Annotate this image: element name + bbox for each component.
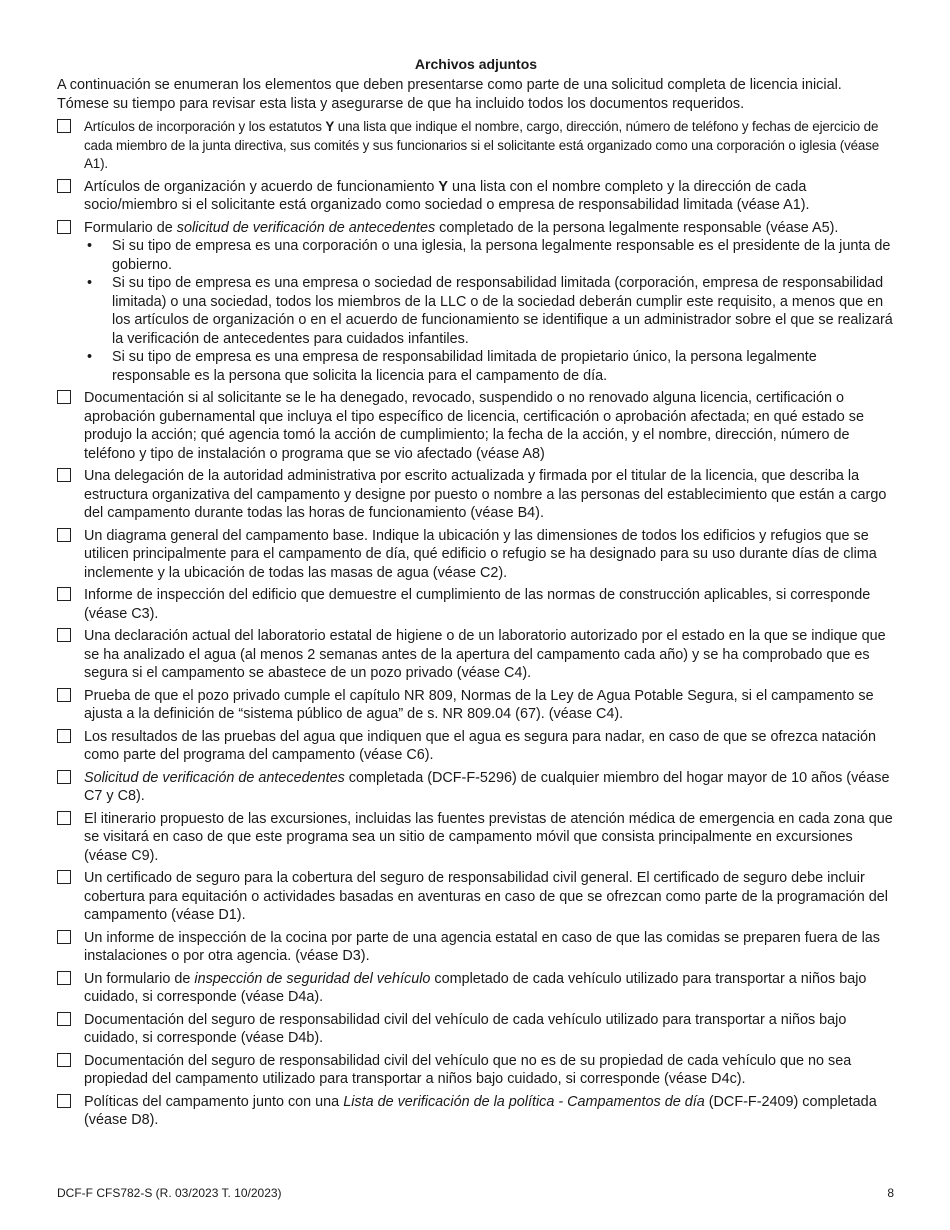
checkbox[interactable] [57, 1094, 71, 1108]
checklist-item [57, 178, 895, 215]
item-text-b: inspección de seguridad del vehículo [194, 970, 431, 987]
bullet-list [84, 237, 895, 385]
document-page [57, 55, 895, 1134]
item-text-b: Solicitud de verificación de antecedentes [84, 769, 345, 786]
item-text-a: Artículos de incorporación y los estatutos [84, 119, 326, 134]
item-text-b: solicitud de verificación de antecedentes [176, 219, 436, 236]
item-text: Prueba de que el pozo privado cumple el capítulo NR 809, Normas de la Ley de Agua Potable Segura, si el campamento se ajusta a la definición de “sistema público de agua” de s. NR 809.04 (67). (véase C4). [84, 687, 874, 722]
checklist-item [57, 929, 895, 966]
checklist-item [57, 769, 895, 806]
item-text: Los resultados de las pruebas del agua que indiquen que el agua es segura para nadar, en caso de que se ofrezca natación como parte del programa del campamento (véase C6). [84, 728, 877, 763]
checkbox[interactable] [57, 587, 71, 601]
item-text-c: completada (DCF-F-5296) de cualquier miembro del hogar mayor de 10 años (véase C7 y C8). [84, 769, 890, 804]
checklist-item [57, 970, 895, 1007]
item-text-c: una lista con el nombre completo y la dirección de cada socio/miembro si el solicitante está organizado como sociedad o empresa de responsabilidad limitada (véase A1). [84, 178, 810, 213]
checklist-item [57, 219, 895, 386]
checklist-item [57, 627, 895, 683]
item-text-a: Artículos de organización y acuerdo de funcionamiento [84, 178, 439, 195]
checkbox[interactable] [57, 628, 71, 642]
item-text-c: una lista que indique el nombre, cargo, dirección, número de teléfono y fechas de ejercicio de cada miembro de la junta directiva, sus comités y sus funcionarios si el solicitante está organizado como una corporación o iglesia (véase A1). [84, 119, 880, 171]
checklist-item [57, 389, 895, 463]
checkbox[interactable] [57, 1012, 71, 1026]
checkbox[interactable] [57, 179, 71, 193]
item-text-a: Un formulario de [84, 970, 195, 987]
item-text: Una declaración actual del laboratorio estatal de higiene o de un laboratorio autorizado por el estado en la que se indique que se ha analizado el agua (al menos 2 semanas antes de la apertura del campamento cada año) y se ha comprobado que es segura si el campamento se abastece de un pozo privado (véase C4). [84, 628, 886, 681]
item-text: Documentación del seguro de responsabilidad civil del vehículo que no es de su propiedad de cada vehículo que no sea propiedad del campamento utilizado para transportar a niños bajo cuidado, si corresponde (véase D4c). [84, 1052, 852, 1087]
checklist-item [57, 118, 895, 174]
bullet-item: • Si su tipo de empresa es una empresa o sociedad de responsabilidad limitada (corporación, empresa de responsabilidad limitada) o una sociedad, todos los miembros de la LLC o de la sociedad deberán cumplir este requisito, a menos que en los artículos de organización o en el acuerdo de funcionamiento se identifique a un administrador sobre el que se realizará la verificación de antecedentes para cuidados infantiles. [84, 274, 895, 348]
item-text-c: completado de cada vehículo utilizado para transportar a niños bajo cuidado, si corresponde (véase D4a). [84, 970, 867, 1005]
checkbox[interactable] [57, 729, 71, 743]
checklist-item [57, 1093, 895, 1130]
item-text: Documentación si al solicitante se le ha denegado, revocado, suspendido o no renovado alguna licencia, certificación o aprobación gubernamental que incluya el tipo específico de licencia, certificación o aprobación afectada; en qué estado se produjo la acción; qué agencia tomó la acción de cumplimiento; la fecha de la acción, y el nombre, dirección, número de teléfono y tipo de instalación o programa que se vio afectado (véase A8) [84, 390, 865, 462]
checkbox[interactable] [57, 688, 71, 702]
item-text: Un certificado de seguro para la cobertura del seguro de responsabilidad civil general. El certificado de seguro debe incluir cobertura para equitación o actividades basadas en aventuras en caso de que se ofrezcan como parte de la programación del campamento (véase D1). [84, 870, 888, 923]
checklist-item [57, 687, 895, 724]
item-text-b: Y [325, 119, 335, 134]
item-text: Un diagrama general del campamento base. Indique la ubicación y las dimensiones de todos los edificios y refugios que se utilicen principalmente para el campamento de día, qué edificio o refugio se ha designado para su uso durante días de clima inclemente y la ubicación de todas las masas de agua (véase C2). [84, 527, 877, 581]
checkbox[interactable] [57, 390, 71, 404]
item-text: El itinerario propuesto de las excursiones, incluidas las fuentes previstas de atención médica de emergencia en cada zona que se visitará en caso de que este programa sea un sitio de campamento móvil que consista principalmente en excursiones (véase C9). [84, 810, 893, 864]
checkbox[interactable] [57, 119, 71, 133]
checklist-item [57, 869, 895, 925]
checklist-item [57, 467, 895, 523]
checkbox[interactable] [57, 770, 71, 784]
item-text-a: Políticas del campamento junto con una [84, 1093, 344, 1110]
item-text-c: (DCF-F-2409) completada (véase D8). [84, 1093, 877, 1128]
item-text: Un informe de inspección de la cocina por parte de una agencia estatal en caso de que las comidas se preparen fuera de las instalaciones o por otra agencia. (véase D3). [84, 929, 880, 964]
page-number: 8 [887, 1186, 894, 1200]
item-text-c: completado de la persona legalmente responsable (véase A5). [435, 219, 839, 236]
checkbox[interactable] [57, 528, 71, 542]
checkbox[interactable] [57, 220, 71, 234]
checkbox[interactable] [57, 1053, 71, 1067]
intro-paragraph: A continuación se enumeran los elementos que deben presentarse como parte de una solicitud completa de licencia inicial. Tómese su tiempo para revisar esta lista y asegurarse de que ha incluido todos los documentos requeridos. [57, 77, 842, 112]
checkbox[interactable] [57, 971, 71, 985]
checklist-item [57, 728, 895, 765]
item-text-a: Formulario de [84, 219, 177, 236]
checkbox[interactable] [57, 811, 71, 825]
checklist-item [57, 527, 895, 583]
checkbox[interactable] [57, 930, 71, 944]
item-text-b: Y [438, 178, 448, 195]
checklist-item [57, 1011, 895, 1048]
item-text: Una delegación de la autoridad administrativa por escrito actualizada y firmada por el titular de la licencia, que describa la estructura organizativa del campamento y designe por puesto o nombre a las personas del establecimiento que están a cargo del campamento durante todas las horas de funcionamiento (véase B4). [84, 468, 887, 521]
checklist-item [57, 810, 895, 866]
checklist-item [57, 1052, 895, 1089]
item-text: Documentación del seguro de responsabilidad civil del vehículo de cada vehículo utilizado para transportar a niños bajo cuidado, si corresponde (véase D4b). [84, 1011, 847, 1046]
section-title: Archivos adjuntos [414, 56, 538, 72]
bullet-item: • Si su tipo de empresa es una empresa de responsabilidad limitada de propietario único, la persona legalmente responsable es la persona que solicita la licencia para el campamento de día. [84, 348, 895, 385]
checkbox[interactable] [57, 468, 71, 482]
form-id: DCF-F CFS782-S (R. 03/2023 T. 10/2023) [57, 1186, 282, 1200]
checkbox[interactable] [57, 870, 71, 884]
item-text-b: Lista de verificación de la política - Campamentos de día [343, 1093, 705, 1110]
item-text: Informe de inspección del edificio que demuestre el cumplimiento de las normas de construcción aplicables, si corresponde (véase C3). [84, 587, 871, 622]
bullet-item: • Si su tipo de empresa es una corporación o una iglesia, la persona legalmente responsable es el presidente de la junta de gobierno. [84, 237, 895, 274]
checklist-item [57, 586, 895, 623]
